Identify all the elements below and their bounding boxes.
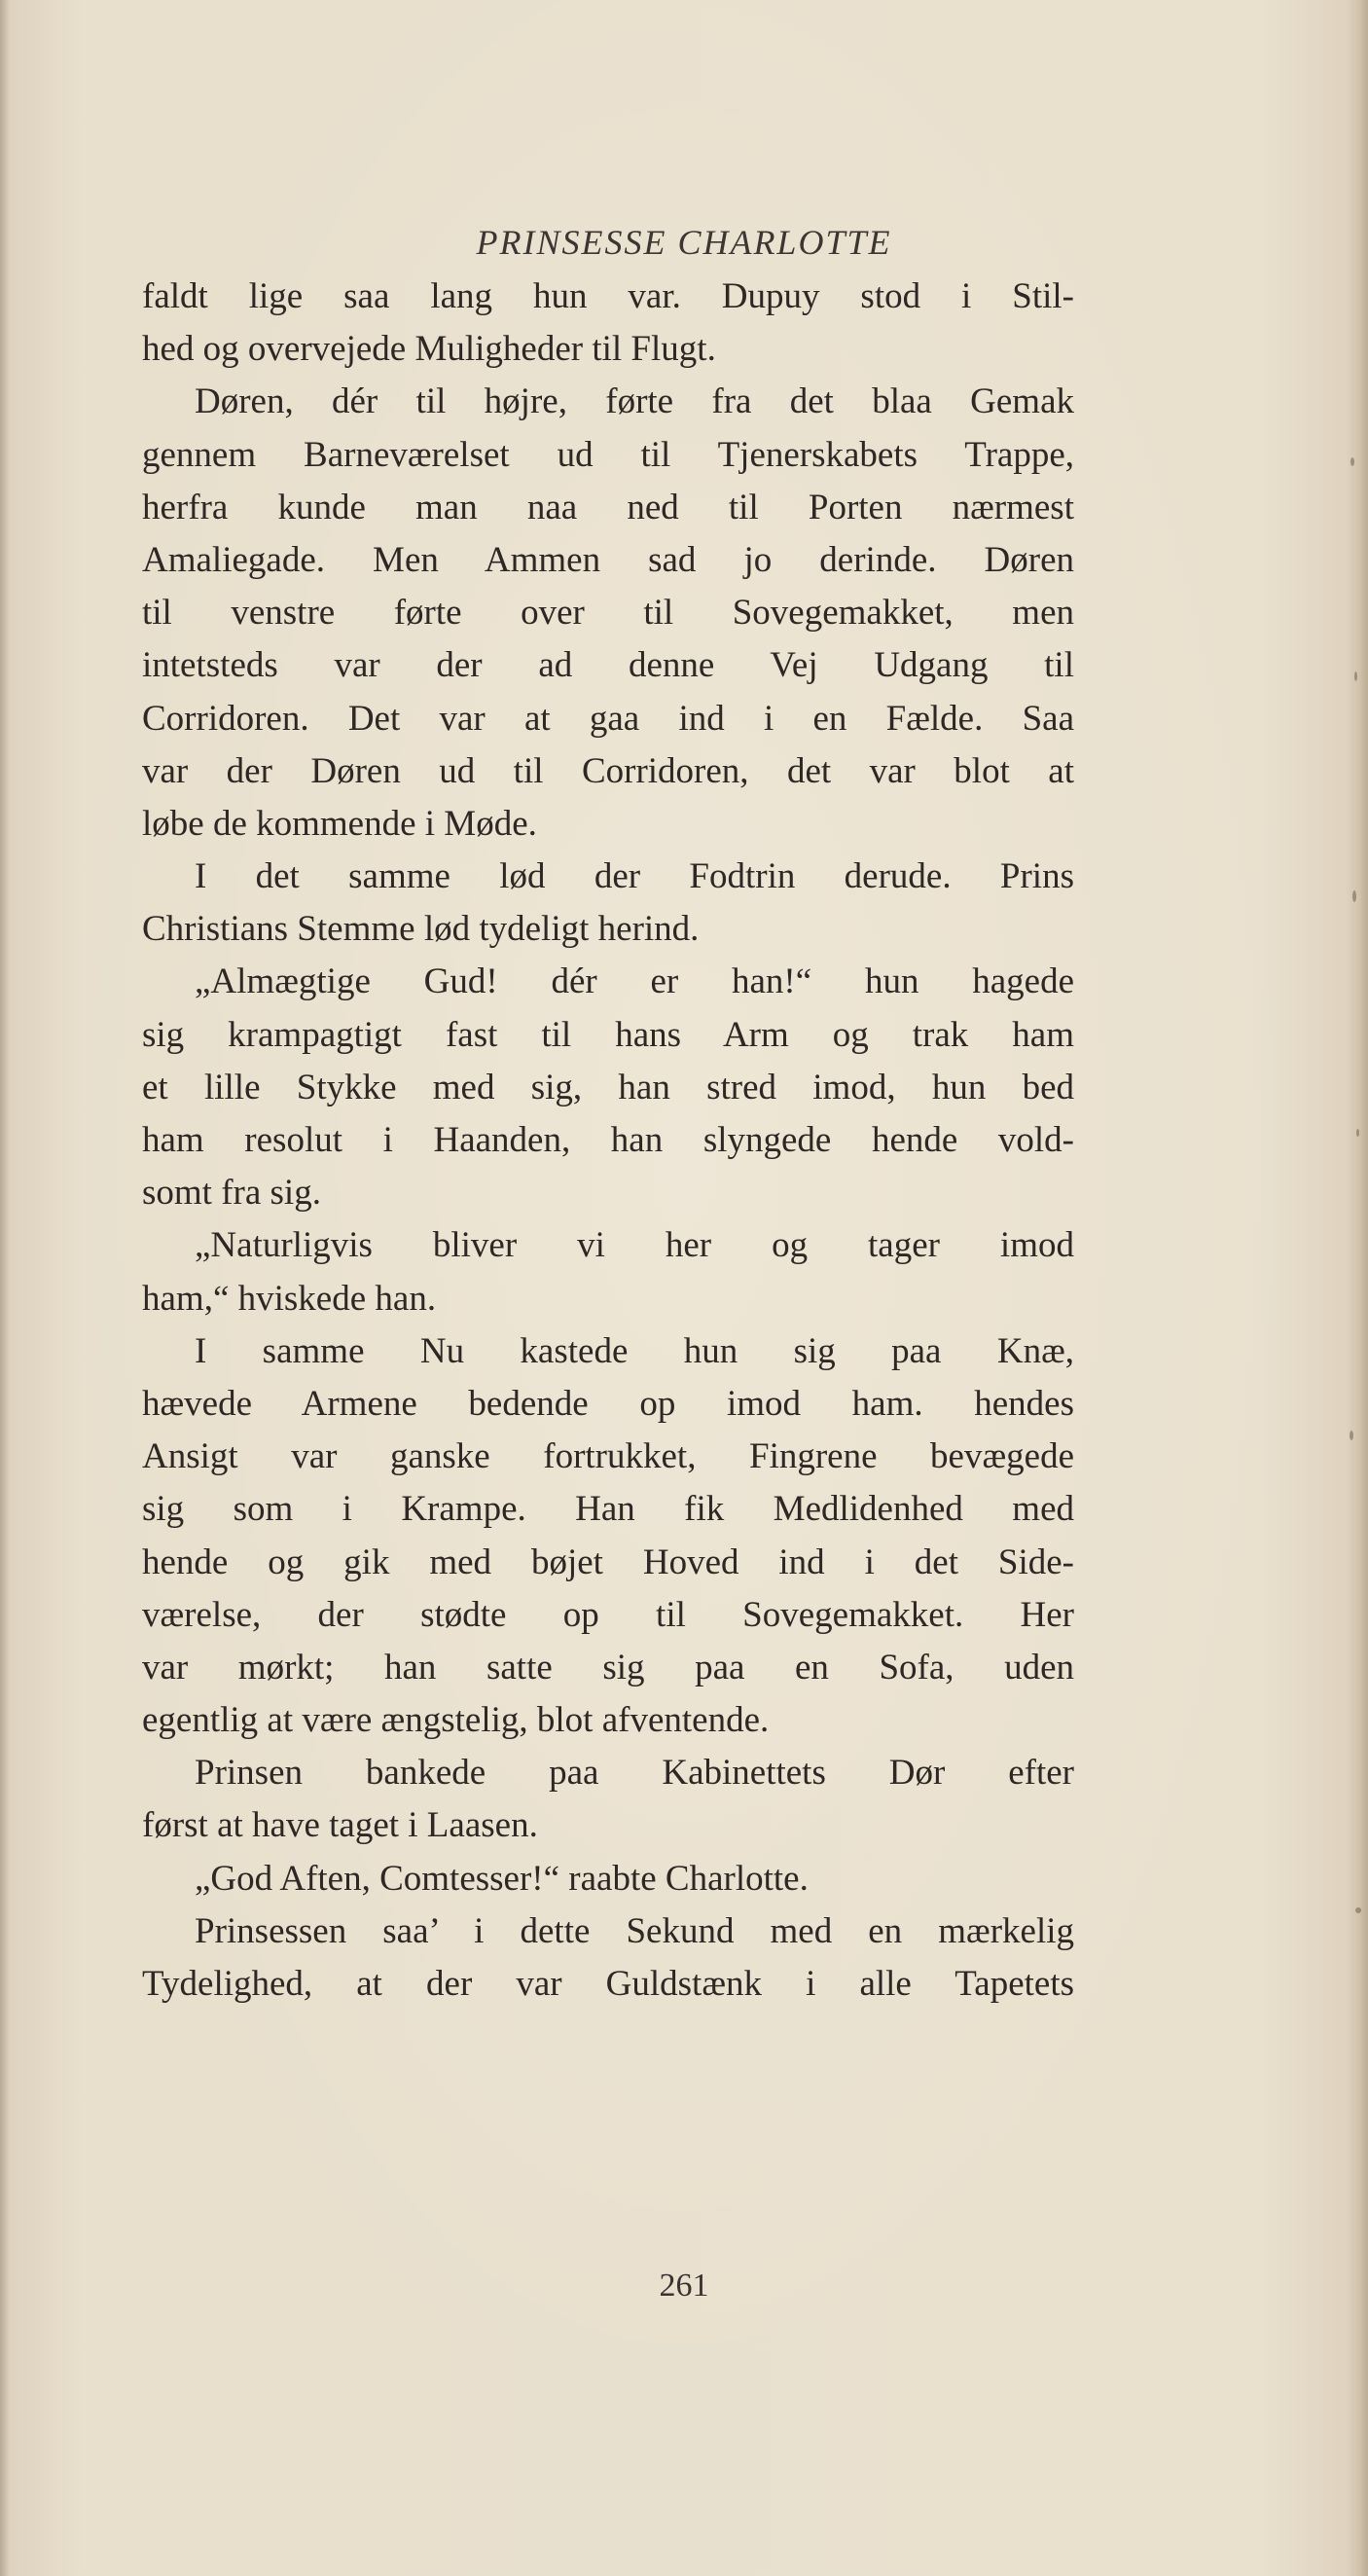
paper-speck: [1350, 457, 1354, 466]
text-line: værelse, der stødte op til Sovegemakket. Her: [142, 1594, 1074, 1635]
text-line: ham,“ hviskede han.: [142, 1278, 437, 1319]
text-line: Døren, dér til højre, førte fra det blaa Gemak: [195, 381, 1074, 422]
text-line: „Naturligvis bliver vi her og tager imod: [195, 1225, 1074, 1266]
text-line: først at have taget i Laasen.: [142, 1805, 538, 1846]
text-line: hende og gik med bøjet Hoved ind i det Side-: [142, 1542, 1074, 1582]
text-line: somt fra sig.: [142, 1173, 321, 1214]
text-line: Prinsessen saa’ i dette Sekund med en mærkelig: [195, 1910, 1074, 1951]
text-line: intetsteds var der ad denne Vej Udgang til: [142, 645, 1074, 686]
text-line: Amaliegade. Men Ammen sad jo derinde. Døren: [142, 539, 1074, 580]
page-gutter-shadow: [0, 0, 10, 2576]
page-number: 261: [659, 2268, 709, 2304]
text-line: sig krampagtigt fast til hans Arm og trak ham: [142, 1014, 1074, 1055]
text-line: løbe de kommende i Møde.: [142, 803, 537, 844]
body-text: [142, 271, 1074, 2011]
paper-speck: [1356, 1129, 1359, 1137]
text-line: sig som i Krampe. Han fik Medlidenhed med: [142, 1489, 1074, 1530]
text-line: herfra kunde man naa ned til Porten nærmest: [142, 487, 1074, 527]
text-line: egentlig at være ængstelig, blot afventende.: [142, 1700, 770, 1741]
text-line: Tydelighed, at der var Guldstænk i alle Tapetets: [142, 1964, 1074, 2004]
text-line: var der Døren ud til Corridoren, det var blot at: [142, 750, 1074, 791]
text-line: Christians Stemme lød tydeligt herind.: [142, 909, 700, 950]
text-line: et lille Stykke med sig, han stred imod, hun bed: [142, 1067, 1074, 1107]
text-line: var mørkt; han satte sig paa en Sofa, uden: [142, 1647, 1074, 1687]
text-line: I samme Nu kastede hun sig paa Knæ,: [195, 1330, 1074, 1371]
text-line: ham resolut i Haanden, han slyngede hende vold-: [142, 1120, 1074, 1160]
text-line: hed og overvejede Muligheder til Flugt.: [142, 329, 716, 370]
text-line: Ansigt var ganske fortrukket, Fingrene bevægede: [142, 1436, 1074, 1477]
text-line: Corridoren. Det var at gaa ind i en Fælde. Saa: [142, 698, 1074, 739]
text-line: faldt lige saa lang hun var. Dupuy stod i Stil-: [142, 276, 1074, 316]
page-edge-shadow: [1347, 0, 1368, 2576]
text-line: „Almægtige Gud! dér er han!“ hun hagede: [195, 961, 1074, 1002]
text-line: gennem Barneværelset ud til Tjenerskabets Trappe,: [142, 434, 1074, 475]
text-line: I det samme lød der Fodtrin derude. Prins: [195, 856, 1074, 897]
paper-speck: [1355, 1907, 1361, 1913]
paper-speck: [1352, 890, 1356, 902]
paper-speck: [1354, 671, 1357, 681]
text-line: „God Aften, Comtesser!“ raabte Charlotte.: [195, 1858, 809, 1899]
running-title: PRINSESSE CHARLOTTE: [476, 223, 892, 262]
text-line: Prinsen bankede paa Kabinettets Dør efter: [195, 1753, 1074, 1794]
paper-speck: [1350, 1431, 1353, 1440]
text-line: til venstre førte over til Sovegemakket, men: [142, 593, 1074, 634]
text-line: hævede Armene bedende op imod ham. hendes: [142, 1383, 1074, 1424]
